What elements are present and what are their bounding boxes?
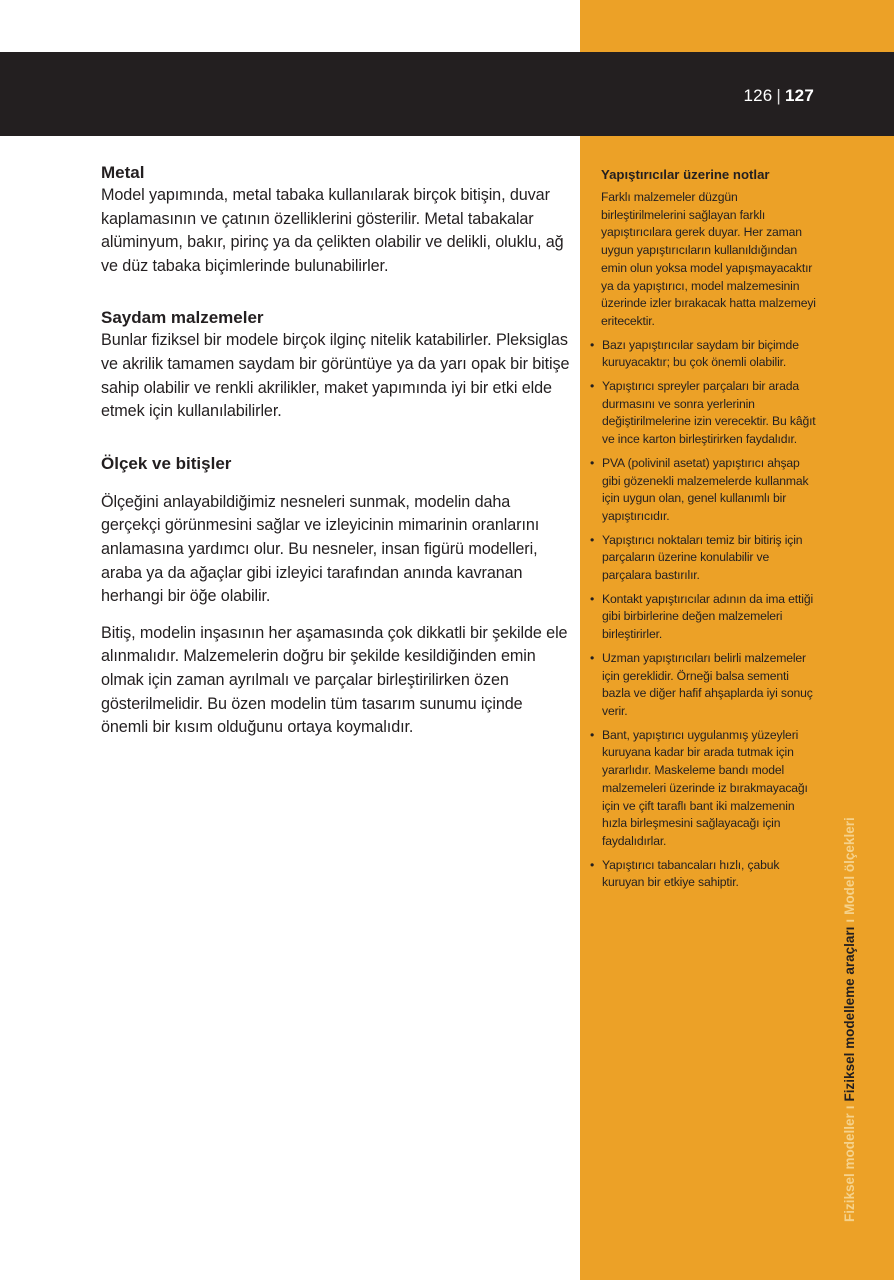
paragraph-scale-1: Ölçeğini anlayabildiğimiz nesneleri sunmak, modelin daha gerçekçi görünmesini sağlar ve izleyicinin mimarinin oranlarını anlamasına yardımcı olur. Bu nesneler, insan figürü modelleri, araba ya da ağaçlar gibi izleyici tarafından anında kavranan herhangi bir öğe olabilir. [101,492,540,606]
page-numbers [743,86,814,106]
list-item: • Kontakt yapıştırıcılar adının da ima ettiği gibi birbirlerine değen malzemeleri birleştirirler. [590,591,814,642]
section-scale-finishes [101,453,571,740]
page-number-left: 126 [743,86,773,105]
notes-title: Yapıştırıcılar üzerine notlar [601,167,770,182]
section-transparent-materials [101,307,571,423]
list-item: • PVA (polivinil asetat) yapıştırıcı ahşap gibi gözenekli malzemelerde kullanmak için uygun olan, genel kullanımlı bir yapıştırıcıdır. [590,455,809,523]
page-number-right: 127 [785,86,814,105]
caption-divider: ı [842,918,857,923]
caption-part-physical-models: Fiziksel modeller [842,1113,857,1222]
bullet-icon: • [590,591,595,606]
page-number-separator: | [776,86,782,105]
list-item: • Bazı yapıştırıcılar saydam bir biçimde kuruyacaktır; bu çok önemli olabilir. [590,337,799,370]
section-metal [101,162,571,278]
notes-list [590,337,818,892]
section-heading-scale: Ölçek ve bitişler [101,453,232,473]
main-content [101,162,571,769]
bullet-icon: • [590,455,595,470]
list-item: • Uzman yapıştırıcıları belirli malzemeler için gereklidir. Örneği balsa sementi bazla ve diğer hafif ahşaplarda iyi sonuç verir. [590,650,813,718]
list-item: • Yapıştırıcı spreyler parçaları bir arada durmasını ve sonra yerlerinin değiştirilmelerine izin verecektir. Bu kâğıt ve ince karton birleştirirken faydalıdır. [590,379,816,447]
list-item: • Bant, yapıştırıcı uygulanmış yüzeyleri kuruyana kadar bir arada tutmak için yararlıdır. Maskeleme bandı model malzemeleri üzerinde iz bırakmayacağı için ve çift taraflı bant iki malzemenin hızla birleşmesini sağlayacağı için faydalıdırlar. [590,727,808,848]
bullet-icon: • [590,532,595,547]
running-footer-caption [842,817,857,1222]
notes-intro: Farklı malzemeler düzgün birleştirilmelerini sağlayan farklı yapıştırıcılara gerek duyar. Her zaman uygun yapıştırıcıların kullanıldığından emin olun yoksa model yapışmayacaktır ya da yapıştırıcı, model malzemesinin üzerinde izler bırakacak hatta malzemeyi eritecektir. [601,190,816,328]
paragraph-metal: Model yapımında, metal tabaka kullanılarak birçok bitişin, duvar kaplamasının ve çatının özelliklerini gösterilir. Metal tabakalar alüminyum, bakır, pirinç ya da çelikten olabilir ve delikli, oluklu, ağ ve düz tabaka biçimlerinde bulunabilirler. [101,186,564,275]
list-item: • Yapıştırıcı tabancaları hızlı, çabuk kuruyan bir etkiye sahiptir. [590,857,780,890]
caption-divider: ı [842,1105,857,1110]
list-item: • Yapıştırıcı noktaları temiz bir bitiriş için parçaların üzerine konulabilir ve parçalara bastırılır. [590,532,803,583]
section-heading-transparent: Saydam malzemeler [101,308,264,328]
caption-part-modelling-tools: Fiziksel modelleme araçları [842,926,857,1102]
bullet-icon: • [590,337,595,352]
caption-part-model-scales: Model ölçekleri [842,817,857,915]
notes-panel [590,166,818,898]
paragraph-transparent: Bunlar fiziksel bir modele birçok ilginç nitelik katabilirler. Pleksiglas ve akrilik tamamen saydam bir görüntüye ya da yarı opak bir bitişe sahip olabilir ve renkli akrilikler, maket yapımında iyi bir etki elde etmek için kullanılabilirler. [101,331,570,421]
bullet-icon: • [590,727,595,742]
bullet-icon: • [590,650,595,665]
paragraph-scale-2: Bitiş, modelin inşasının her aşamasında çok dikkatli bir şekilde ele alınmalıdır. Malzemelerin doğru bir şekilde kesildiğinden emin olmak için zaman ayrılmalı ve parçalar birleştirilirken özen gösterilmelidir. Bu özen modelin tüm tasarım sunumu içinde önemli bir kısım olduğunu ortaya koymalıdır. [101,623,568,737]
bullet-icon: • [590,379,595,394]
section-heading-metal: Metal [101,163,145,182]
bullet-icon: • [590,857,595,872]
